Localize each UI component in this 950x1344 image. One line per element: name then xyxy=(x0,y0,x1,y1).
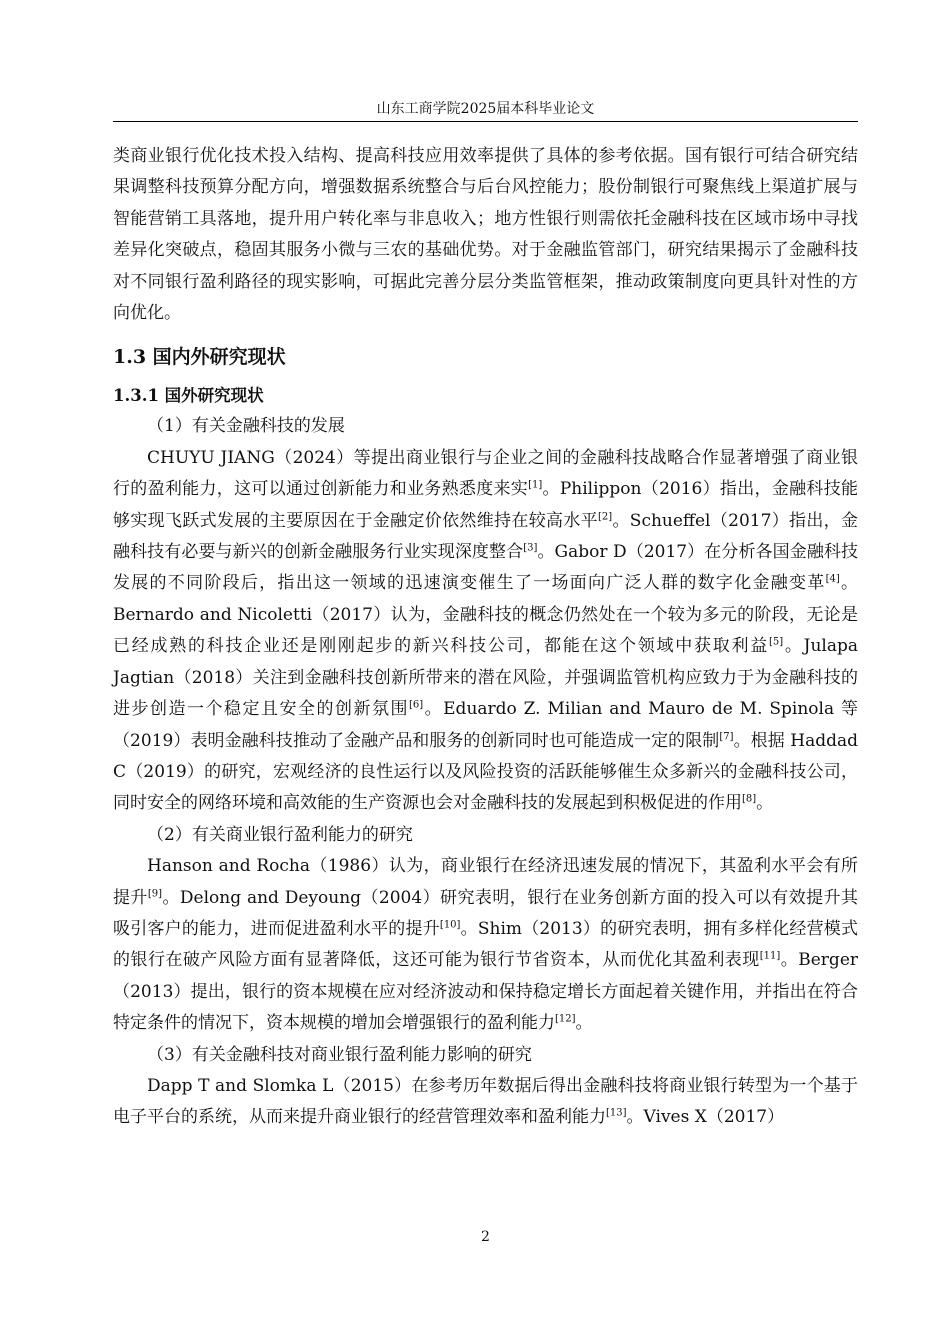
paragraph-intro-continued: 类商业银行优化技术投入结构、提高科技应用效率提供了具体的参考依据。国有银行可结合研究结果调整科技预算分配方向，增强数据系统整合与后台风控能力；股份制银行可聚焦线上渠道扩展与智能营销工具落地，提升用户转化率与非息收入；地方性银行则需依托金融科技在区域市场中寻找差异化突破点，稳固其服务小微与三农的基础优势。对于金融监管部门，研究结果揭示了金融科技对不同银行盈利路径的现实影响，可据此完善分层分类监管框架，推动政策制度向更具针对性的方向优化。 xyxy=(113,146,858,324)
citation-11: [11] xyxy=(759,950,781,962)
citation-9: [9] xyxy=(147,887,163,899)
subsection-heading: 1.3.1 国外研究现状 xyxy=(113,386,264,406)
text-run: 。根据 Haddad C（2019）的研究，宏观经济的良性运行以及风险投资的活跃能够催生众多新兴的金融科技公司，同时安全的网络环境和高效能的生产资源也会对金融科技的发展起到积极促进的作用 xyxy=(113,730,859,814)
citation-6: [6] xyxy=(408,699,424,711)
citation-3: [3] xyxy=(523,542,538,554)
page-number: 2 xyxy=(481,1229,490,1245)
citation-2: [2] xyxy=(597,511,613,522)
citation-1: [1] xyxy=(528,479,543,491)
text-run: 。Shim（2013）的研究表明，拥有多样化经营模式的银行在破产风险方面有显著降低，这还可能为银行节省资本，从而优化其盈利表现 xyxy=(113,918,858,971)
section-heading: 1.3 国内外研究现状 xyxy=(113,346,286,369)
text-run: 。Schueffel（2017）指出，金融科技有必要与新兴的创新金融服务行业实现深度整合 xyxy=(113,510,859,563)
text-run: 。 xyxy=(575,1013,593,1034)
text-run: Dapp T and Slomka L（2015）在参考历年数据后得出金融科技将商业银行转型为一个基于电子平台的系统，从而来提升商业银行的经营管理效率和盈利能力 xyxy=(113,1075,858,1128)
text-run: 。Eduardo Z. Milian and Mauro de M. Spinola 等（2019）表明金融科技推动了金融产品和服务的创新同时也可能造成一定的限制 xyxy=(113,699,859,751)
citation-8: [8] xyxy=(742,793,757,805)
text-run: 。Julapa Jagtian（2018）关注到金融科技创新所带来的潜在风险，并强调监管机构应致力于为金融科技的进步创造一个稳定且安全的创新氛围 xyxy=(113,636,858,720)
citation-12: [12] xyxy=(555,1013,576,1025)
text-run: 。Berger（2013）提出，银行的资本规模在应对经济波动和保持稳定增长方面起着关键作用，并指出在符合特定条件的情况下，资本规模的增加会增强银行的盈利能力 xyxy=(113,950,859,1034)
paragraph-fintech-impact xyxy=(113,1071,858,1134)
text-run: 。Delong and Deyoung（2004）研究表明，银行在业务创新方面的投入可以有效提升其吸引客户的能力，进而促进盈利水平的提升 xyxy=(113,887,859,939)
paragraph-bank-profitability xyxy=(113,851,858,1039)
text-run: 。 xyxy=(756,793,774,814)
topic-heading-1: （1）有关金融科技的发展 xyxy=(147,416,345,437)
text-run: CHUYU JIANG（2024）等提出商业银行与企业之间的金融科技战略合作显著增强了商业银行的盈利能力，这可以通过创新能力和业务熟悉度来实 xyxy=(113,447,858,500)
text-run: Hanson and Rocha（1986）认为，商业银行在经济迅速发展的情况下，其盈利水平会有所提升 xyxy=(113,856,858,908)
topic-heading-3: （3）有关金融科技对商业银行盈利能力影响的研究 xyxy=(147,1044,532,1065)
text-run: 。Philippon（2016）指出，金融科技能够实现飞跃式发展的主要原因在于金融定价依然维持在较高水平 xyxy=(113,479,858,531)
citation-10: [10] xyxy=(439,919,461,931)
citation-4: [4] xyxy=(825,573,840,585)
citation-13: [13] xyxy=(606,1107,627,1119)
citation-7: [7] xyxy=(719,730,734,742)
text-run: 。Gabor D（2017）在分析各国金融科技发展的不同阶段后，指出这一领域的迅速演变催生了一场面向广泛人群的数字化金融变革 xyxy=(113,542,859,594)
citation-5: [5] xyxy=(768,636,784,648)
page-body xyxy=(113,141,858,1134)
page-header: 山东工商学院2025届本科毕业论文 xyxy=(376,101,595,117)
text-run: 。Vives X（2017） xyxy=(626,1107,785,1128)
text-run: 。Bernardo and Nicoletti（2017）认为，金融科技的概念仍然处在一个较为多元的阶段，无论是已经成熟的科技企业还是刚刚起步的新兴科技公司，都能在这个领域中获取利益 xyxy=(113,573,859,657)
topic-heading-2: （2）有关商业银行盈利能力的研究 xyxy=(147,824,413,845)
paragraph-fintech-development xyxy=(113,443,858,820)
header-rule xyxy=(113,121,858,122)
